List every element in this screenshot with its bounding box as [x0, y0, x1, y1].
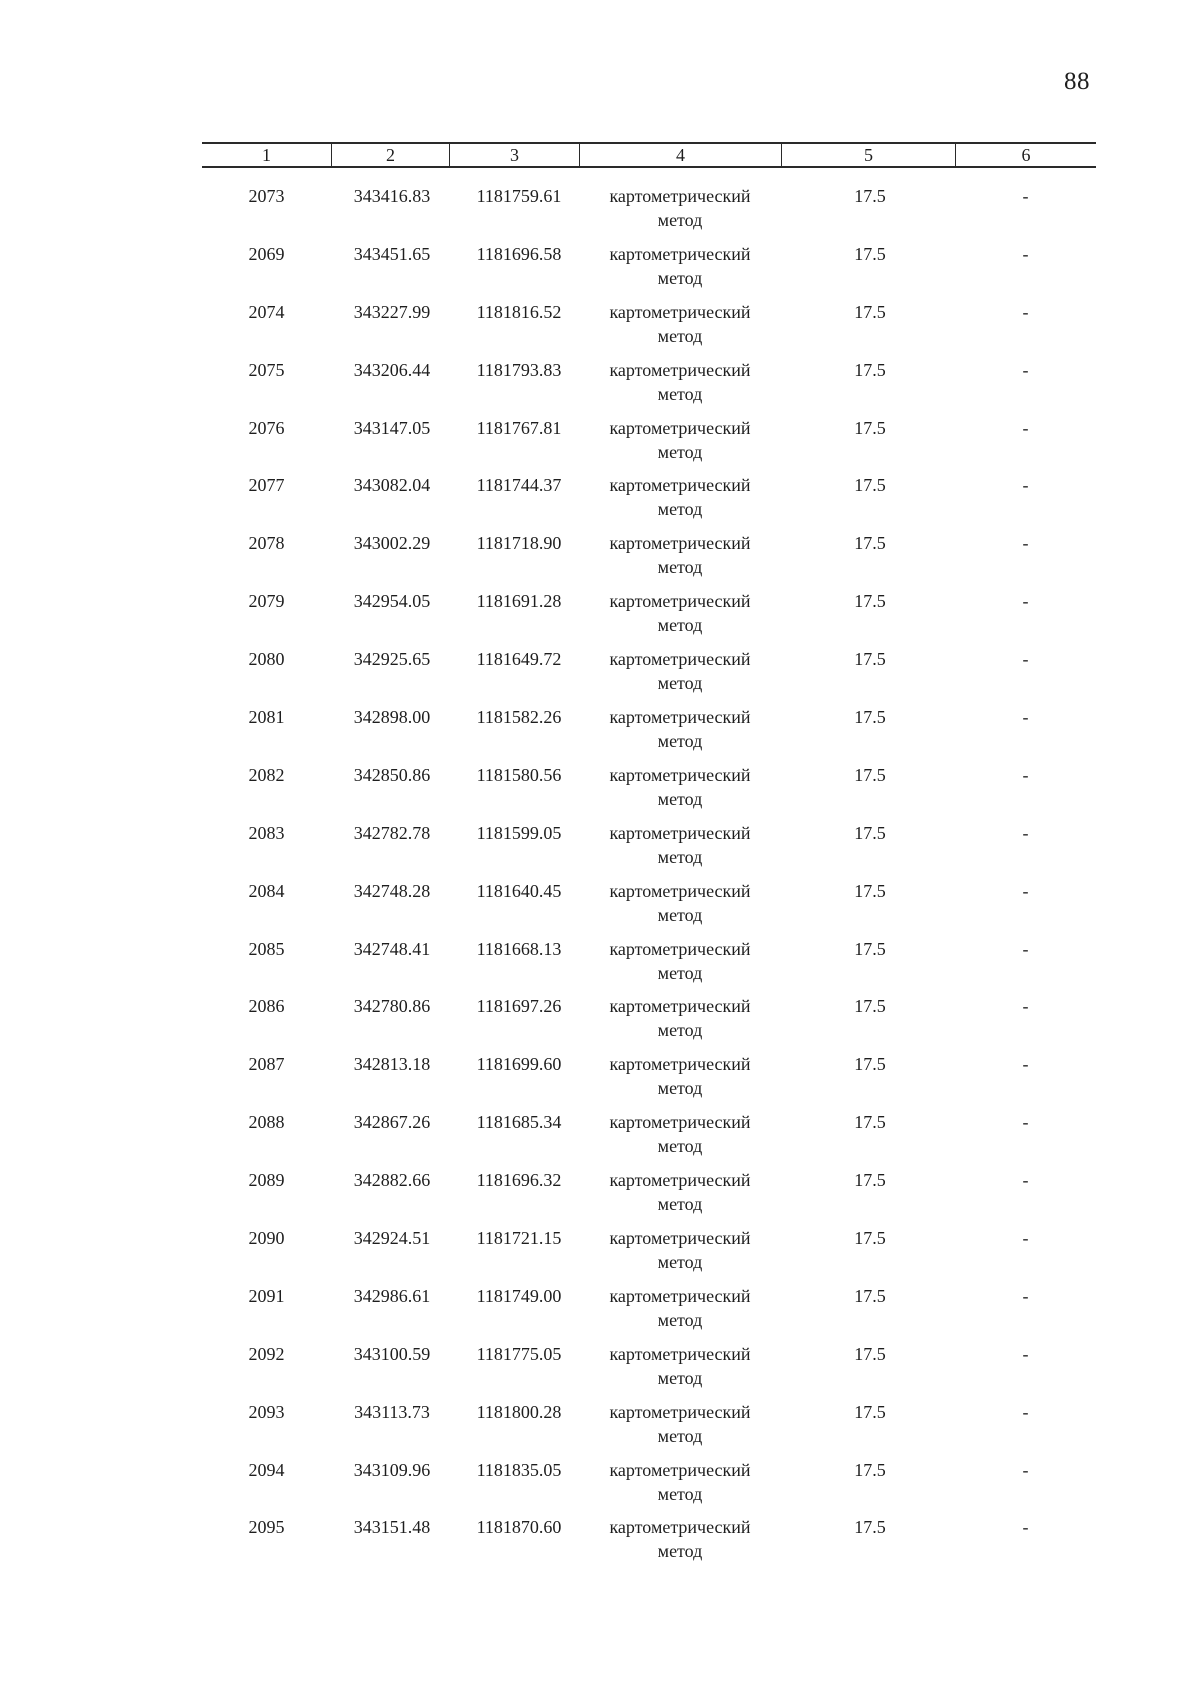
- table-row: [202, 476, 1096, 534]
- x-coordinate-cell: 343206.44: [353, 359, 431, 380]
- accuracy-cell: 17.5: [854, 649, 886, 670]
- y-coordinate-cell: 1181793.83: [476, 359, 562, 380]
- method-line-1: картометрический: [609, 1112, 751, 1133]
- point-id-cell: 2091: [248, 1285, 285, 1306]
- method-line-1: картометрический: [609, 649, 751, 670]
- method-line-2: метод: [657, 962, 703, 983]
- method-cell: [579, 473, 781, 534]
- note-cell: -: [1022, 301, 1029, 322]
- header-col-6: 6: [955, 144, 1096, 166]
- note-cell: -: [1022, 1054, 1029, 1075]
- note-cell: -: [1022, 417, 1029, 438]
- x-coordinate-cell: 342850.86: [353, 764, 431, 785]
- header-col-5: 5: [781, 144, 955, 166]
- method-line-1: картометрический: [609, 938, 751, 959]
- table-row: [202, 303, 1096, 361]
- method-line-2: метод: [657, 1425, 703, 1446]
- method-cell: [579, 589, 781, 650]
- note-cell: -: [1022, 1343, 1029, 1364]
- y-coordinate-cell: 1181775.05: [476, 1343, 562, 1364]
- accuracy-cell: 17.5: [854, 1228, 886, 1249]
- table-row: [202, 708, 1096, 766]
- point-id-cell: 2075: [248, 359, 285, 380]
- method-line-2: метод: [657, 1194, 703, 1215]
- method-line-1: картометрический: [609, 1517, 751, 1538]
- note-cell: -: [1022, 1170, 1029, 1191]
- point-id-cell: 2093: [248, 1401, 285, 1422]
- accuracy-cell: 17.5: [854, 417, 886, 438]
- accuracy-cell: 17.5: [854, 707, 886, 728]
- x-coordinate-cell: 342813.18: [353, 1054, 431, 1075]
- method-cell: [579, 937, 781, 998]
- y-coordinate-cell: 1181816.52: [476, 301, 562, 322]
- header-col-4: 4: [579, 144, 781, 166]
- method-cell: [579, 242, 781, 303]
- note-cell: -: [1022, 649, 1029, 670]
- note-cell: -: [1022, 1401, 1029, 1422]
- method-cell: [579, 1110, 781, 1171]
- x-coordinate-cell: 343151.48: [353, 1517, 431, 1538]
- method-cell: [579, 821, 781, 882]
- y-coordinate-cell: 1181582.26: [476, 707, 562, 728]
- accuracy-cell: 17.5: [854, 591, 886, 612]
- x-coordinate-cell: 343147.05: [353, 417, 431, 438]
- method-line-1: картометрический: [609, 1459, 751, 1480]
- method-line-1: картометрический: [609, 996, 751, 1017]
- table-row: [202, 592, 1096, 650]
- note-cell: -: [1022, 475, 1029, 496]
- method-line-1: картометрический: [609, 1343, 751, 1364]
- point-id-cell: 2080: [248, 649, 285, 670]
- y-coordinate-cell: 1181699.60: [476, 1054, 562, 1075]
- method-line-1: картометрический: [609, 707, 751, 728]
- note-cell: -: [1022, 938, 1029, 959]
- method-cell: [579, 879, 781, 940]
- accuracy-cell: 17.5: [854, 996, 886, 1017]
- point-id-cell: 2086: [248, 996, 285, 1017]
- method-line-2: метод: [657, 1252, 703, 1273]
- accuracy-cell: 17.5: [854, 1112, 886, 1133]
- table-row: [202, 650, 1096, 708]
- header-col-2: 2: [331, 144, 449, 166]
- point-id-cell: 2079: [248, 591, 285, 612]
- method-cell: [579, 1052, 781, 1113]
- note-cell: -: [1022, 1459, 1029, 1480]
- method-cell: [579, 1515, 781, 1576]
- note-cell: -: [1022, 880, 1029, 901]
- x-coordinate-cell: 343082.04: [353, 475, 431, 496]
- method-cell: [579, 994, 781, 1055]
- method-line-2: метод: [657, 904, 703, 925]
- y-coordinate-cell: 1181721.15: [476, 1228, 562, 1249]
- note-cell: -: [1022, 359, 1029, 380]
- method-line-2: метод: [657, 557, 703, 578]
- point-id-cell: 2074: [248, 301, 285, 322]
- point-id-cell: 2092: [248, 1343, 285, 1364]
- point-id-cell: 2069: [248, 243, 285, 264]
- method-line-1: картометрический: [609, 533, 751, 554]
- note-cell: -: [1022, 243, 1029, 264]
- table-body: [202, 168, 1096, 1576]
- table-row: [202, 1287, 1096, 1345]
- accuracy-cell: 17.5: [854, 1459, 886, 1480]
- point-id-cell: 2076: [248, 417, 285, 438]
- method-cell: [579, 1342, 781, 1403]
- point-id-cell: 2073: [248, 186, 285, 206]
- note-cell: -: [1022, 1517, 1029, 1538]
- x-coordinate-cell: 343113.73: [354, 1401, 430, 1422]
- table-row: [202, 361, 1096, 419]
- accuracy-cell: 17.5: [854, 301, 886, 322]
- method-cell: [579, 531, 781, 592]
- note-cell: -: [1022, 1228, 1029, 1249]
- method-line-1: картометрический: [609, 186, 751, 206]
- x-coordinate-cell: 343227.99: [353, 301, 431, 322]
- method-cell: [579, 1284, 781, 1345]
- note-cell: -: [1022, 1112, 1029, 1133]
- x-coordinate-cell: 342782.78: [353, 822, 431, 843]
- method-line-2: метод: [657, 615, 703, 636]
- y-coordinate-cell: 1181744.37: [476, 475, 562, 496]
- point-id-cell: 2083: [248, 822, 285, 843]
- method-cell: [579, 763, 781, 824]
- method-line-2: метод: [657, 846, 703, 867]
- point-id-cell: 2094: [248, 1459, 285, 1480]
- method-cell: [579, 184, 781, 245]
- y-coordinate-cell: 1181835.05: [476, 1459, 562, 1480]
- y-coordinate-cell: 1181800.28: [476, 1401, 562, 1422]
- table-row: [202, 245, 1096, 303]
- table-row: [202, 419, 1096, 477]
- point-id-cell: 2090: [248, 1228, 285, 1249]
- point-id-cell: 2088: [248, 1112, 285, 1133]
- method-line-1: картометрический: [609, 359, 751, 380]
- accuracy-cell: 17.5: [854, 764, 886, 785]
- table-row: [202, 1113, 1096, 1171]
- note-cell: -: [1022, 996, 1029, 1017]
- method-line-1: картометрический: [609, 417, 751, 438]
- method-line-2: метод: [657, 267, 703, 288]
- x-coordinate-cell: 342867.26: [353, 1112, 431, 1133]
- note-cell: -: [1022, 764, 1029, 785]
- accuracy-cell: 17.5: [854, 1054, 886, 1075]
- method-line-1: картометрический: [609, 1054, 751, 1075]
- y-coordinate-cell: 1181696.58: [476, 243, 562, 264]
- accuracy-cell: 17.5: [854, 1343, 886, 1364]
- table-row: [202, 1055, 1096, 1113]
- x-coordinate-cell: 343100.59: [353, 1343, 431, 1364]
- accuracy-cell: 17.5: [854, 186, 886, 206]
- accuracy-cell: 17.5: [854, 1285, 886, 1306]
- x-coordinate-cell: 342748.28: [353, 880, 431, 901]
- method-line-2: метод: [657, 673, 703, 694]
- table-row: [202, 997, 1096, 1055]
- method-line-1: картометрический: [609, 591, 751, 612]
- y-coordinate-cell: 1181685.34: [476, 1112, 562, 1133]
- coordinates-table: [202, 142, 1096, 1576]
- method-cell: [579, 358, 781, 419]
- point-id-cell: 2077: [248, 475, 285, 496]
- accuracy-cell: 17.5: [854, 475, 886, 496]
- y-coordinate-cell: 1181696.32: [476, 1170, 562, 1191]
- point-id-cell: 2089: [248, 1170, 285, 1191]
- table-row: [202, 1345, 1096, 1403]
- header-col-1: 1: [262, 145, 271, 165]
- header-col-3: 3: [449, 144, 579, 166]
- y-coordinate-cell: 1181759.61: [476, 186, 562, 206]
- point-id-cell: 2095: [248, 1517, 285, 1538]
- method-line-1: картометрический: [609, 243, 751, 264]
- accuracy-cell: 17.5: [854, 822, 886, 843]
- accuracy-cell: 17.5: [854, 1401, 886, 1422]
- x-coordinate-cell: 343416.83: [353, 186, 431, 206]
- table-row: [202, 1518, 1096, 1576]
- method-line-1: картометрический: [609, 822, 751, 843]
- y-coordinate-cell: 1181697.26: [476, 996, 562, 1017]
- method-cell: [579, 1458, 781, 1519]
- point-id-cell: 2085: [248, 938, 285, 959]
- point-id-cell: 2082: [248, 764, 285, 785]
- page-number: 88: [1064, 68, 1090, 95]
- accuracy-cell: 17.5: [854, 880, 886, 901]
- x-coordinate-cell: 342954.05: [353, 591, 431, 612]
- accuracy-cell: 17.5: [854, 938, 886, 959]
- note-cell: -: [1022, 591, 1029, 612]
- accuracy-cell: 17.5: [854, 243, 886, 264]
- method-line-2: метод: [657, 1541, 703, 1562]
- method-line-2: метод: [657, 441, 703, 462]
- method-line-1: картометрический: [609, 475, 751, 496]
- method-line-2: метод: [657, 383, 703, 404]
- method-cell: [579, 300, 781, 361]
- table-header-row: [202, 142, 1096, 168]
- method-line-1: картометрический: [609, 301, 751, 322]
- y-coordinate-cell: 1181580.56: [476, 764, 562, 785]
- x-coordinate-cell: 343002.29: [353, 533, 431, 554]
- method-line-2: метод: [657, 731, 703, 752]
- note-cell: -: [1022, 533, 1029, 554]
- table-row: [202, 824, 1096, 882]
- x-coordinate-cell: 342924.51: [353, 1228, 431, 1249]
- point-id-cell: 2084: [248, 880, 285, 901]
- x-coordinate-cell: 343451.65: [353, 243, 431, 264]
- table-row: [202, 1229, 1096, 1287]
- y-coordinate-cell: 1181649.72: [476, 649, 562, 670]
- x-coordinate-cell: 342882.66: [353, 1170, 431, 1191]
- y-coordinate-cell: 1181718.90: [476, 533, 562, 554]
- method-cell: [579, 1168, 781, 1229]
- method-cell: [579, 647, 781, 708]
- x-coordinate-cell: 342986.61: [353, 1285, 431, 1306]
- method-line-2: метод: [657, 1020, 703, 1041]
- note-cell: -: [1022, 1285, 1029, 1306]
- y-coordinate-cell: 1181767.81: [476, 417, 562, 438]
- method-line-2: метод: [657, 1483, 703, 1504]
- y-coordinate-cell: 1181599.05: [476, 822, 562, 843]
- note-cell: -: [1022, 186, 1029, 206]
- method-line-2: метод: [657, 788, 703, 809]
- method-line-2: метод: [657, 499, 703, 520]
- y-coordinate-cell: 1181870.60: [476, 1517, 562, 1538]
- table-row: [202, 940, 1096, 998]
- method-cell: [579, 705, 781, 766]
- method-cell: [579, 416, 781, 477]
- method-cell: [579, 1400, 781, 1461]
- accuracy-cell: 17.5: [854, 1517, 886, 1538]
- x-coordinate-cell: 342780.86: [353, 996, 431, 1017]
- table-row: [202, 534, 1096, 592]
- point-id-cell: 2078: [248, 533, 285, 554]
- method-line-2: метод: [657, 1309, 703, 1330]
- method-line-2: метод: [657, 1367, 703, 1388]
- y-coordinate-cell: 1181691.28: [476, 591, 562, 612]
- table-row: [202, 1171, 1096, 1229]
- method-line-2: метод: [657, 210, 703, 230]
- y-coordinate-cell: 1181640.45: [476, 880, 562, 901]
- table-row: [202, 1461, 1096, 1519]
- y-coordinate-cell: 1181749.00: [476, 1285, 562, 1306]
- note-cell: -: [1022, 822, 1029, 843]
- method-line-1: картометрический: [609, 1285, 751, 1306]
- accuracy-cell: 17.5: [854, 1170, 886, 1191]
- point-id-cell: 2081: [248, 707, 285, 728]
- method-cell: [579, 1226, 781, 1287]
- point-id-cell: 2087: [248, 1054, 285, 1075]
- table-row: [202, 766, 1096, 824]
- x-coordinate-cell: 343109.96: [353, 1459, 431, 1480]
- method-line-1: картометрический: [609, 880, 751, 901]
- method-line-1: картометрический: [609, 1170, 751, 1191]
- accuracy-cell: 17.5: [854, 359, 886, 380]
- table-row: [202, 1403, 1096, 1461]
- x-coordinate-cell: 342898.00: [353, 707, 431, 728]
- y-coordinate-cell: 1181668.13: [476, 938, 562, 959]
- method-line-2: метод: [657, 1078, 703, 1099]
- method-line-2: метод: [657, 1136, 703, 1157]
- method-line-1: картометрический: [609, 1228, 751, 1249]
- x-coordinate-cell: 342748.41: [353, 938, 431, 959]
- method-line-1: картометрический: [609, 764, 751, 785]
- accuracy-cell: 17.5: [854, 533, 886, 554]
- table-row: [202, 187, 1096, 245]
- method-line-2: метод: [657, 325, 703, 346]
- x-coordinate-cell: 342925.65: [353, 649, 431, 670]
- table-row: [202, 882, 1096, 940]
- note-cell: -: [1022, 707, 1029, 728]
- method-line-1: картометрический: [609, 1401, 751, 1422]
